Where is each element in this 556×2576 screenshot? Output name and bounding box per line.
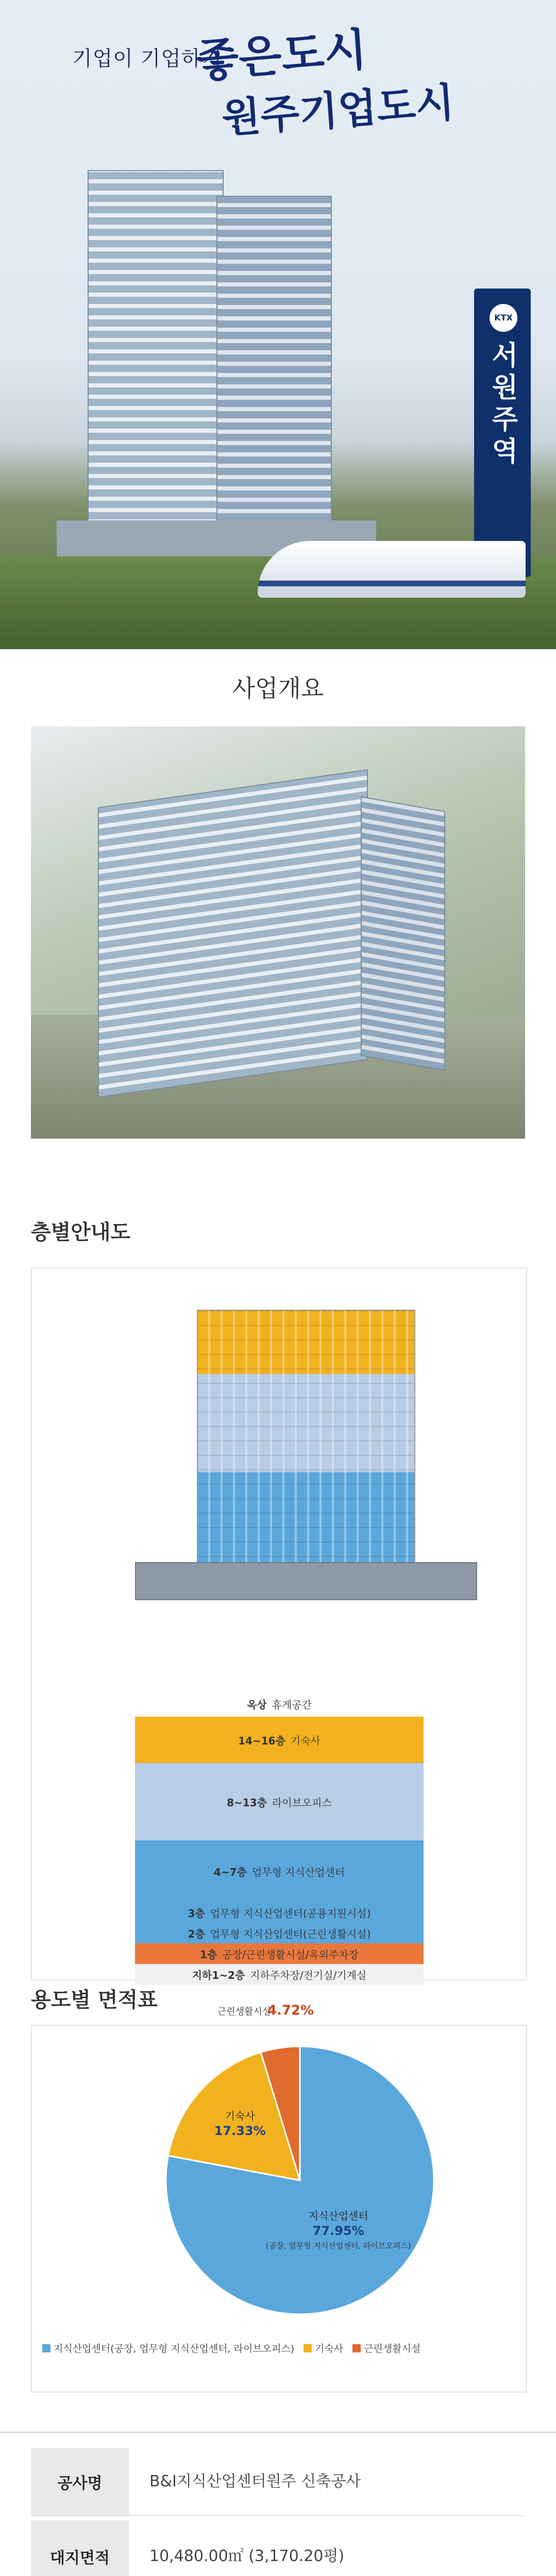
floor-desc: 업무형 지식산업센터(공용지원시설) (210, 1907, 371, 1920)
train-image (258, 541, 526, 598)
floor-label: 3층 (188, 1907, 205, 1920)
legend-label: 지식산업센터(공장, 업무형 지식산업센터, 라이브오피스) (54, 2343, 295, 2354)
spec-value (149, 2520, 520, 2576)
hero-slogan-small: 기업이 기업하기 (72, 47, 223, 71)
legend-label: 기숙사 (315, 2343, 344, 2354)
floor-row (135, 1840, 424, 1903)
floor-row (135, 1763, 424, 1841)
floor-desc: 휴게공간 (272, 1698, 312, 1711)
spec-row (31, 2448, 525, 2516)
ktx-badge: KTX (490, 304, 517, 332)
hero-slogan-line2: 원주기업도시 (220, 79, 456, 142)
pie-label-name: 근린생활시설 (217, 2006, 272, 2018)
floor-label: 14~16층 (238, 1734, 285, 1747)
floor-row (135, 1964, 424, 1986)
spec-value-line: 10,480.00㎡ (3,170.20평) (149, 2547, 345, 2565)
overview-title: 사업개요 (232, 674, 324, 702)
floor-row (135, 1717, 424, 1764)
hero-slogan-line1: 좋은도시 (194, 23, 369, 88)
floor-guide-title: 층별안내도 (31, 1221, 131, 1244)
floor-guide-box (31, 1267, 527, 1980)
station-name: 서원주역 (492, 341, 518, 467)
floor-row (135, 1902, 424, 1924)
floor-row (135, 1943, 424, 1965)
area-chart-title: 용도별 면적표 (31, 1988, 158, 2012)
spec-row (31, 2520, 525, 2576)
floor-row (135, 1923, 424, 1944)
legend-swatch (352, 2344, 361, 2352)
floor-diagram-annex (135, 1562, 477, 1600)
floor-label: 옥상 (247, 1698, 267, 1711)
spec-value-line: B&I지식산업센터원주 신축공사 (149, 2472, 361, 2490)
pie-label-sub: (공장, 업무형 지식산업센터, 라이브오피스) (265, 2241, 411, 2251)
area-chart-box (31, 2003, 527, 2393)
pie-label-name: 지식산업센터 (308, 2210, 368, 2223)
floor-row (135, 1691, 424, 1718)
floor-diagram-building (197, 1310, 415, 1600)
spec-label: 대지면적 (31, 2520, 129, 2576)
floor-desc: 기숙사 (290, 1734, 321, 1747)
floor-label: 4~7층 (213, 1866, 247, 1878)
floor-diagram-windows (198, 1311, 414, 1599)
pie-label-value: 77.95% (312, 2224, 364, 2239)
pie-chart (32, 2003, 526, 2335)
building-tower-side (216, 196, 332, 533)
floor-label: 8~13층 (227, 1796, 267, 1809)
pie-legend (42, 2341, 521, 2355)
spec-label: 공사명 (31, 2448, 129, 2515)
floor-label: 지하1~2층 (192, 1969, 245, 1981)
floor-desc: 라이브오피스 (272, 1796, 332, 1809)
legend-item-2 (304, 2341, 343, 2355)
photo-tower (98, 769, 368, 1098)
legend-item-3 (352, 2341, 420, 2355)
floor-desc: 공장/근린생활시설/옥외주차장 (222, 1948, 359, 1961)
floor-label: 1층 (200, 1948, 217, 1961)
legend-label: 근린생활시설 (364, 2343, 421, 2354)
spec-value (149, 2448, 520, 2515)
photo-tower-side (361, 796, 445, 1071)
legend-swatch (42, 2344, 50, 2352)
pie-label-value: 4.72% (267, 2003, 314, 2019)
building-photo (31, 726, 525, 1139)
building-tower-main (88, 170, 224, 543)
legend-swatch (304, 2344, 312, 2352)
pie-label-name: 기숙사 (225, 2109, 255, 2122)
floor-label: 2층 (188, 1927, 205, 1940)
legend-item-1 (42, 2341, 294, 2355)
spec-table (0, 2432, 556, 2576)
floor-desc: 업무형 지식산업센터 (251, 1866, 345, 1878)
hero-banner (0, 0, 556, 649)
floor-desc: 업무형 지식산업센터(근린생활시설) (210, 1927, 371, 1940)
pie-label-value: 17.33% (214, 2123, 266, 2138)
floor-desc: 지하주차장/전기실/기계실 (250, 1969, 367, 1981)
